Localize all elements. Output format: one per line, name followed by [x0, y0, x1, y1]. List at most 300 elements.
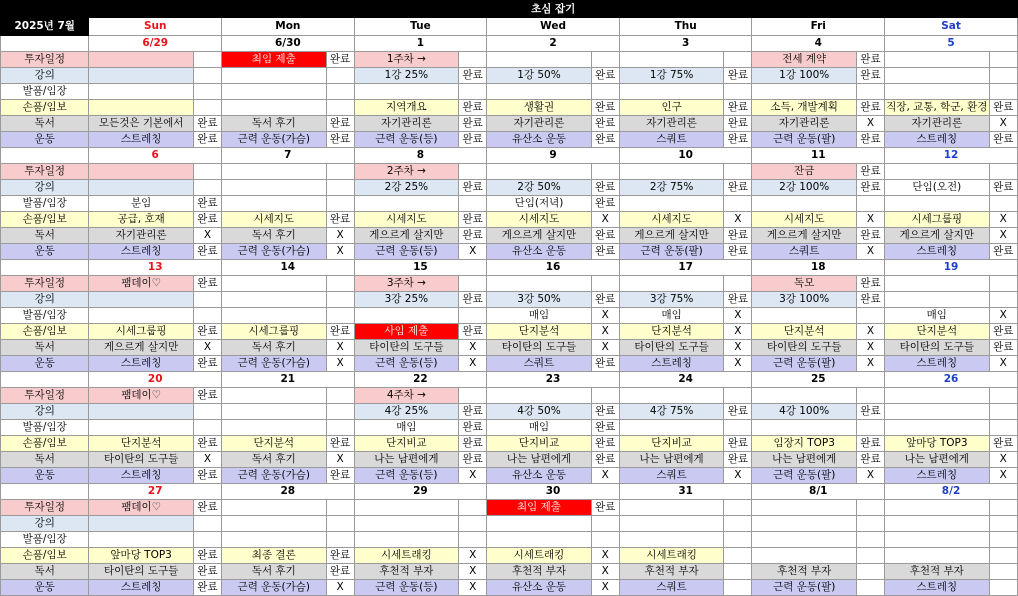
- status-done[interactable]: 완료: [856, 292, 884, 308]
- status-empty[interactable]: [193, 164, 221, 180]
- task-cell[interactable]: 나는 남편에게: [885, 452, 989, 468]
- status-done[interactable]: 완료: [724, 180, 752, 196]
- task-cell[interactable]: 스트레칭: [885, 580, 989, 596]
- status-empty[interactable]: [193, 532, 221, 548]
- status-done[interactable]: 완료: [193, 116, 221, 132]
- status-empty[interactable]: [193, 84, 221, 100]
- status-empty[interactable]: [459, 164, 487, 180]
- status-empty[interactable]: [989, 420, 1017, 436]
- task-cell[interactable]: 3강 100%: [752, 292, 856, 308]
- task-cell[interactable]: 잔금: [752, 164, 856, 180]
- task-cell[interactable]: 타이탄의 도구들: [619, 340, 723, 356]
- status-empty[interactable]: [459, 500, 487, 516]
- status-empty[interactable]: [724, 52, 752, 68]
- task-cell[interactable]: 2강 50%: [487, 180, 591, 196]
- task-cell[interactable]: 시세그룹핑: [885, 212, 989, 228]
- task-cell[interactable]: [89, 532, 193, 548]
- task-cell[interactable]: 단지분석: [752, 324, 856, 340]
- status-done[interactable]: 완료: [856, 404, 884, 420]
- status-x[interactable]: X: [459, 580, 487, 596]
- status-empty[interactable]: [193, 100, 221, 116]
- task-cell[interactable]: 나는 남편에게: [619, 452, 723, 468]
- status-done[interactable]: 완료: [989, 100, 1017, 116]
- task-cell[interactable]: 타이탄의 도구들: [885, 340, 989, 356]
- task-cell[interactable]: 분임: [89, 196, 193, 212]
- status-x[interactable]: X: [591, 548, 619, 564]
- status-x[interactable]: X: [459, 244, 487, 260]
- status-x[interactable]: X: [193, 452, 221, 468]
- task-cell[interactable]: [89, 292, 193, 308]
- status-x[interactable]: X: [724, 340, 752, 356]
- task-cell[interactable]: 소득, 개발계획: [752, 100, 856, 116]
- task-cell[interactable]: [885, 52, 989, 68]
- task-cell[interactable]: 게으르게 살지만: [487, 228, 591, 244]
- task-cell[interactable]: 나는 남편에게: [487, 452, 591, 468]
- task-cell[interactable]: 후천적 부자: [885, 564, 989, 580]
- task-cell[interactable]: 단지분석: [885, 324, 989, 340]
- task-cell[interactable]: [222, 276, 326, 292]
- task-cell[interactable]: [222, 516, 326, 532]
- task-cell[interactable]: 단지분석: [222, 436, 326, 452]
- status-x[interactable]: X: [591, 212, 619, 228]
- task-cell[interactable]: [222, 420, 326, 436]
- task-cell[interactable]: 시세트래킹: [487, 548, 591, 564]
- status-empty[interactable]: [459, 84, 487, 100]
- status-done[interactable]: 완료: [326, 436, 354, 452]
- status-x[interactable]: X: [724, 468, 752, 484]
- status-done[interactable]: 완료: [326, 548, 354, 564]
- status-empty[interactable]: [326, 196, 354, 212]
- task-cell[interactable]: [354, 84, 458, 100]
- status-done[interactable]: 완료: [856, 164, 884, 180]
- status-empty[interactable]: [459, 196, 487, 212]
- task-cell[interactable]: 스트레칭: [885, 468, 989, 484]
- status-done[interactable]: 완료: [459, 116, 487, 132]
- task-cell[interactable]: 3강 25%: [354, 292, 458, 308]
- status-x[interactable]: X: [724, 212, 752, 228]
- status-done[interactable]: 완료: [326, 468, 354, 484]
- task-cell[interactable]: [89, 52, 193, 68]
- status-done[interactable]: 완료: [326, 564, 354, 580]
- task-cell[interactable]: 후천적 부자: [487, 564, 591, 580]
- status-done[interactable]: 완료: [591, 404, 619, 420]
- task-cell[interactable]: 지역개요: [354, 100, 458, 116]
- task-cell[interactable]: [487, 388, 591, 404]
- task-cell[interactable]: [354, 308, 458, 324]
- status-empty[interactable]: [724, 580, 752, 596]
- status-empty[interactable]: [724, 500, 752, 516]
- task-cell[interactable]: 시세지도: [354, 212, 458, 228]
- task-cell[interactable]: [619, 276, 723, 292]
- status-empty[interactable]: [326, 500, 354, 516]
- task-cell[interactable]: 근력 운동(가슴): [222, 132, 326, 148]
- status-empty[interactable]: [989, 404, 1017, 420]
- task-cell[interactable]: [89, 516, 193, 532]
- status-empty[interactable]: [326, 292, 354, 308]
- status-done[interactable]: 완료: [591, 420, 619, 436]
- task-cell[interactable]: [619, 532, 723, 548]
- status-empty[interactable]: [724, 548, 752, 564]
- task-cell[interactable]: 근력 운동(가슴): [222, 468, 326, 484]
- task-cell[interactable]: [752, 388, 856, 404]
- task-cell[interactable]: 게으르게 살지만: [619, 228, 723, 244]
- status-done[interactable]: 완료: [193, 468, 221, 484]
- task-cell[interactable]: 2강 75%: [619, 180, 723, 196]
- status-done[interactable]: 완료: [724, 68, 752, 84]
- status-x[interactable]: X: [193, 228, 221, 244]
- status-x[interactable]: X: [459, 548, 487, 564]
- status-done[interactable]: 완료: [326, 324, 354, 340]
- status-x[interactable]: X: [326, 452, 354, 468]
- status-done[interactable]: 완료: [591, 180, 619, 196]
- task-cell[interactable]: 매임: [885, 308, 989, 324]
- task-cell[interactable]: [752, 548, 856, 564]
- status-done[interactable]: 완료: [459, 68, 487, 84]
- task-cell[interactable]: 시세트래킹: [354, 548, 458, 564]
- status-done[interactable]: 완료: [591, 356, 619, 372]
- status-x[interactable]: X: [856, 116, 884, 132]
- status-empty[interactable]: [856, 500, 884, 516]
- task-cell[interactable]: [487, 532, 591, 548]
- status-empty[interactable]: [724, 420, 752, 436]
- task-cell[interactable]: 앞마당 TOP3: [89, 548, 193, 564]
- status-empty[interactable]: [856, 532, 884, 548]
- status-done[interactable]: 완료: [459, 436, 487, 452]
- status-done[interactable]: 완료: [591, 116, 619, 132]
- task-cell[interactable]: 후천적 부자: [354, 564, 458, 580]
- task-cell[interactable]: [752, 420, 856, 436]
- status-empty[interactable]: [459, 388, 487, 404]
- task-cell[interactable]: 유산소 운동: [487, 580, 591, 596]
- task-cell[interactable]: 근력 운동(가슴): [222, 580, 326, 596]
- status-done[interactable]: 완료: [724, 404, 752, 420]
- task-cell[interactable]: 자기관리론: [89, 228, 193, 244]
- status-x[interactable]: X: [591, 324, 619, 340]
- status-x[interactable]: X: [856, 356, 884, 372]
- task-cell[interactable]: 공급, 호재: [89, 212, 193, 228]
- status-x[interactable]: X: [856, 468, 884, 484]
- status-empty[interactable]: [989, 500, 1017, 516]
- status-done[interactable]: 완료: [193, 132, 221, 148]
- task-cell[interactable]: 자기관리론: [885, 116, 989, 132]
- task-cell[interactable]: [619, 52, 723, 68]
- task-cell[interactable]: [752, 308, 856, 324]
- status-done[interactable]: 완료: [591, 436, 619, 452]
- status-done[interactable]: 완료: [724, 292, 752, 308]
- status-done[interactable]: 완료: [193, 500, 221, 516]
- status-done[interactable]: 완료: [459, 292, 487, 308]
- status-done[interactable]: 완료: [856, 180, 884, 196]
- status-done[interactable]: 완료: [193, 276, 221, 292]
- status-done[interactable]: 완료: [856, 276, 884, 292]
- task-cell[interactable]: 매임: [354, 420, 458, 436]
- task-cell[interactable]: 근력 운동(팔): [752, 356, 856, 372]
- status-empty[interactable]: [724, 276, 752, 292]
- status-done[interactable]: 완료: [856, 100, 884, 116]
- status-done[interactable]: 완료: [724, 452, 752, 468]
- task-cell[interactable]: 근력 운동(팔): [752, 468, 856, 484]
- task-cell[interactable]: 매임: [487, 308, 591, 324]
- status-done[interactable]: 완료: [724, 100, 752, 116]
- status-x[interactable]: X: [989, 308, 1017, 324]
- status-empty[interactable]: [856, 420, 884, 436]
- status-done[interactable]: 완료: [459, 100, 487, 116]
- status-x[interactable]: X: [724, 356, 752, 372]
- task-cell[interactable]: 독모: [752, 276, 856, 292]
- task-cell[interactable]: [354, 516, 458, 532]
- task-cell[interactable]: [89, 84, 193, 100]
- task-cell[interactable]: [89, 100, 193, 116]
- task-cell[interactable]: 시세지도: [487, 212, 591, 228]
- status-done[interactable]: 완료: [459, 132, 487, 148]
- task-cell[interactable]: 4강 75%: [619, 404, 723, 420]
- status-empty[interactable]: [193, 420, 221, 436]
- status-x[interactable]: X: [591, 468, 619, 484]
- task-cell[interactable]: [885, 532, 989, 548]
- status-empty[interactable]: [459, 308, 487, 324]
- task-cell[interactable]: 매임: [487, 420, 591, 436]
- status-empty[interactable]: [193, 404, 221, 420]
- status-done[interactable]: 완료: [856, 52, 884, 68]
- task-cell[interactable]: 근력 운동(팔): [752, 580, 856, 596]
- task-cell[interactable]: 유산소 운동: [487, 244, 591, 260]
- status-done[interactable]: 완료: [326, 132, 354, 148]
- status-done[interactable]: 완료: [989, 324, 1017, 340]
- task-cell[interactable]: [354, 500, 458, 516]
- task-cell[interactable]: [885, 164, 989, 180]
- task-cell[interactable]: 1강 50%: [487, 68, 591, 84]
- task-cell[interactable]: 3주차 →: [354, 276, 458, 292]
- task-cell[interactable]: [222, 532, 326, 548]
- task-cell[interactable]: 스트레칭: [885, 132, 989, 148]
- status-x[interactable]: X: [989, 356, 1017, 372]
- status-done[interactable]: 완료: [591, 196, 619, 212]
- status-x[interactable]: X: [989, 468, 1017, 484]
- task-cell[interactable]: 유산소 운동: [487, 132, 591, 148]
- status-empty[interactable]: [989, 292, 1017, 308]
- status-empty[interactable]: [326, 420, 354, 436]
- task-cell[interactable]: [752, 500, 856, 516]
- task-cell[interactable]: 최종 결론: [222, 548, 326, 564]
- task-cell[interactable]: 자기관리론: [752, 116, 856, 132]
- status-x[interactable]: X: [459, 340, 487, 356]
- task-cell[interactable]: 게으르게 살지만: [752, 228, 856, 244]
- task-cell[interactable]: 직장, 교통, 학군, 환경: [885, 100, 989, 116]
- task-cell[interactable]: 스트레칭: [89, 580, 193, 596]
- task-cell[interactable]: [222, 196, 326, 212]
- task-cell[interactable]: 임장지 TOP3: [752, 436, 856, 452]
- task-cell[interactable]: 스트레칭: [89, 244, 193, 260]
- status-x[interactable]: X: [724, 308, 752, 324]
- status-done[interactable]: 완료: [591, 100, 619, 116]
- status-done[interactable]: 완료: [459, 324, 487, 340]
- task-cell[interactable]: [619, 164, 723, 180]
- status-x[interactable]: X: [459, 356, 487, 372]
- status-empty[interactable]: [989, 580, 1017, 596]
- task-cell[interactable]: [89, 404, 193, 420]
- status-empty[interactable]: [724, 564, 752, 580]
- status-empty[interactable]: [989, 388, 1017, 404]
- task-cell[interactable]: 사임 제출: [354, 324, 458, 340]
- status-x[interactable]: X: [591, 340, 619, 356]
- status-empty[interactable]: [856, 516, 884, 532]
- task-cell[interactable]: [89, 68, 193, 84]
- status-empty[interactable]: [989, 516, 1017, 532]
- status-done[interactable]: 완료: [989, 436, 1017, 452]
- status-empty[interactable]: [591, 276, 619, 292]
- status-done[interactable]: 완료: [193, 388, 221, 404]
- status-done[interactable]: 완료: [591, 244, 619, 260]
- task-cell[interactable]: [487, 52, 591, 68]
- task-cell[interactable]: [222, 68, 326, 84]
- status-done[interactable]: 완료: [193, 212, 221, 228]
- status-empty[interactable]: [856, 84, 884, 100]
- status-x[interactable]: X: [326, 340, 354, 356]
- task-cell[interactable]: [885, 420, 989, 436]
- status-done[interactable]: 완료: [193, 548, 221, 564]
- task-cell[interactable]: 유산소 운동: [487, 468, 591, 484]
- task-cell[interactable]: 자기관리론: [354, 116, 458, 132]
- task-cell[interactable]: [885, 516, 989, 532]
- task-cell[interactable]: 시세지도: [752, 212, 856, 228]
- task-cell[interactable]: [354, 532, 458, 548]
- status-empty[interactable]: [856, 388, 884, 404]
- task-cell[interactable]: 단지분석: [487, 324, 591, 340]
- status-done[interactable]: 완료: [459, 452, 487, 468]
- task-cell[interactable]: 스트레칭: [885, 244, 989, 260]
- task-cell[interactable]: 근력 운동(팔): [752, 132, 856, 148]
- status-done[interactable]: 완료: [989, 132, 1017, 148]
- task-cell[interactable]: 스쿼트: [619, 468, 723, 484]
- task-cell[interactable]: 시세그룹핑: [222, 324, 326, 340]
- task-cell[interactable]: [619, 196, 723, 212]
- task-cell[interactable]: 2주차 →: [354, 164, 458, 180]
- task-cell[interactable]: 근력 운동(가슴): [222, 356, 326, 372]
- status-done[interactable]: 완료: [459, 404, 487, 420]
- task-cell[interactable]: 스쿼트: [752, 244, 856, 260]
- status-x[interactable]: X: [326, 228, 354, 244]
- task-cell[interactable]: 최임 제출: [222, 52, 326, 68]
- status-empty[interactable]: [856, 196, 884, 212]
- task-cell[interactable]: 3강 50%: [487, 292, 591, 308]
- task-cell[interactable]: 4강 50%: [487, 404, 591, 420]
- status-empty[interactable]: [989, 276, 1017, 292]
- status-done[interactable]: 완료: [591, 228, 619, 244]
- status-x[interactable]: X: [326, 356, 354, 372]
- task-cell[interactable]: 팸데이♡: [89, 276, 193, 292]
- task-cell[interactable]: 독서 후기: [222, 340, 326, 356]
- status-empty[interactable]: [591, 84, 619, 100]
- task-cell[interactable]: 타이탄의 도구들: [752, 340, 856, 356]
- task-cell[interactable]: 1주차 →: [354, 52, 458, 68]
- status-done[interactable]: 완료: [459, 228, 487, 244]
- task-cell[interactable]: 독서 후기: [222, 116, 326, 132]
- status-empty[interactable]: [591, 388, 619, 404]
- status-done[interactable]: 완료: [724, 132, 752, 148]
- status-done[interactable]: 완료: [326, 212, 354, 228]
- task-cell[interactable]: 단지비교: [354, 436, 458, 452]
- status-empty[interactable]: [591, 52, 619, 68]
- status-empty[interactable]: [724, 84, 752, 100]
- status-empty[interactable]: [459, 516, 487, 532]
- task-cell[interactable]: 독서 후기: [222, 228, 326, 244]
- task-cell[interactable]: [89, 308, 193, 324]
- status-x[interactable]: X: [856, 324, 884, 340]
- task-cell[interactable]: [354, 196, 458, 212]
- status-x[interactable]: X: [856, 212, 884, 228]
- task-cell[interactable]: 단지비교: [619, 436, 723, 452]
- task-cell[interactable]: 단임(저녁): [487, 196, 591, 212]
- task-cell[interactable]: 단임(오전): [885, 180, 989, 196]
- status-done[interactable]: 완료: [193, 244, 221, 260]
- task-cell[interactable]: [89, 180, 193, 196]
- task-cell[interactable]: [885, 84, 989, 100]
- status-empty[interactable]: [193, 68, 221, 84]
- status-empty[interactable]: [193, 308, 221, 324]
- task-cell[interactable]: 스트레칭: [619, 356, 723, 372]
- status-done[interactable]: 완료: [989, 180, 1017, 196]
- status-x[interactable]: X: [989, 116, 1017, 132]
- task-cell[interactable]: [222, 164, 326, 180]
- status-empty[interactable]: [989, 68, 1017, 84]
- status-done[interactable]: 완료: [193, 196, 221, 212]
- task-cell[interactable]: 팸데이♡: [89, 500, 193, 516]
- task-cell[interactable]: 스쿼트: [619, 132, 723, 148]
- task-cell[interactable]: 후천적 부자: [752, 564, 856, 580]
- task-cell[interactable]: 시세트래킹: [619, 548, 723, 564]
- status-empty[interactable]: [856, 580, 884, 596]
- task-cell[interactable]: 근력 운동(가슴): [222, 244, 326, 260]
- task-cell[interactable]: 단지비교: [487, 436, 591, 452]
- task-cell[interactable]: 근력 운동(팔): [619, 244, 723, 260]
- status-done[interactable]: 완료: [326, 52, 354, 68]
- task-cell[interactable]: 스쿼트: [487, 356, 591, 372]
- task-cell[interactable]: 시세지도: [222, 212, 326, 228]
- task-cell[interactable]: [885, 276, 989, 292]
- task-cell[interactable]: 자기관리론: [487, 116, 591, 132]
- task-cell[interactable]: [222, 180, 326, 196]
- task-cell[interactable]: 1강 75%: [619, 68, 723, 84]
- status-done[interactable]: 완료: [591, 132, 619, 148]
- status-done[interactable]: 완료: [591, 68, 619, 84]
- task-cell[interactable]: 4강 100%: [752, 404, 856, 420]
- status-empty[interactable]: [193, 52, 221, 68]
- status-x[interactable]: X: [724, 324, 752, 340]
- status-empty[interactable]: [326, 388, 354, 404]
- task-cell[interactable]: 독서 후기: [222, 564, 326, 580]
- status-empty[interactable]: [724, 532, 752, 548]
- status-done[interactable]: 완료: [459, 180, 487, 196]
- status-done[interactable]: 완료: [724, 116, 752, 132]
- status-x[interactable]: X: [989, 452, 1017, 468]
- status-done[interactable]: 완료: [591, 500, 619, 516]
- status-x[interactable]: X: [326, 244, 354, 260]
- status-empty[interactable]: [724, 516, 752, 532]
- task-cell[interactable]: 단지분석: [619, 324, 723, 340]
- status-x[interactable]: X: [591, 564, 619, 580]
- status-done[interactable]: 완료: [591, 292, 619, 308]
- status-x[interactable]: X: [326, 580, 354, 596]
- task-cell[interactable]: [89, 420, 193, 436]
- task-cell[interactable]: 스쿼트: [619, 580, 723, 596]
- task-cell[interactable]: [752, 196, 856, 212]
- task-cell[interactable]: 게으르게 살지만: [885, 228, 989, 244]
- status-done[interactable]: 완료: [856, 228, 884, 244]
- task-cell[interactable]: 모든것은 기본에서: [89, 116, 193, 132]
- task-cell[interactable]: 근력 운동(등): [354, 244, 458, 260]
- task-cell[interactable]: [619, 388, 723, 404]
- status-empty[interactable]: [326, 276, 354, 292]
